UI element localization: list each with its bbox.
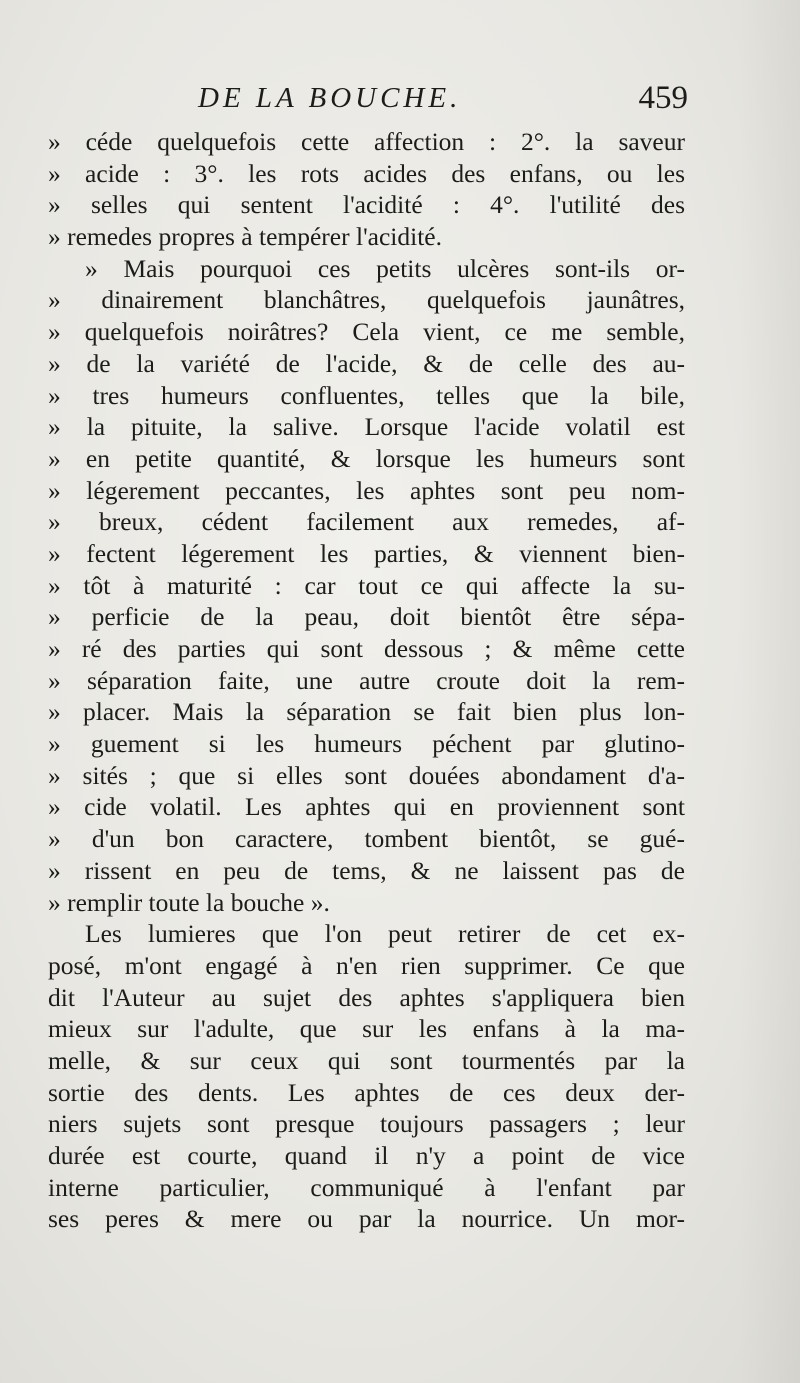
text-line: » guement si les humeurs péchent par glutino- [48, 729, 685, 759]
text-line: » rissent en peu de tems, & ne laissent pas de [48, 855, 685, 885]
text-line: » tres humeurs confluentes, telles que la bile, [48, 380, 685, 410]
text-line: » sités ; que si elles sont douées abondament d'a- [48, 760, 685, 790]
page-edge-shadow [738, 0, 800, 1383]
text-line: interne particulier, communiqué à l'enfant par [48, 1172, 685, 1202]
text-line: » placer. Mais la séparation se fait bien plus lon- [48, 697, 685, 727]
text-line: sortie des dents. Les aphtes de ces deux der- [48, 1077, 685, 1107]
text-line: » selles qui sentent l'acidité : 4°. l'utilité des [48, 190, 685, 220]
text-line: » fectent légerement les parties, & viennent bien- [48, 538, 685, 568]
text-line: » la pituite, la salive. Lorsque l'acide volatil est [48, 412, 685, 442]
text-line: » dinairement blanchâtres, quelquefois jaunâtres, [48, 285, 685, 315]
text-line: » remedes propres à tempérer l'acidité. [48, 222, 442, 252]
text-line: » de la variété de l'acide, & de celle des au- [48, 348, 685, 378]
text-line: » tôt à maturité : car tout ce qui affecte la su- [48, 570, 685, 600]
text-line: niers sujets sont presque toujours passagers ; leur [48, 1109, 685, 1139]
text-line: » en petite quantité, & lorsque les humeurs sont [48, 443, 685, 473]
text-line: melle, & sur ceux qui sont tourmentés par la [48, 1045, 685, 1075]
text-line: dit l'Auteur au sujet des aphtes s'appliquera bien [48, 982, 685, 1012]
text-line: » Mais pourquoi ces petits ulcères sont-ils or- [85, 253, 685, 283]
text-line: » remplir toute la bouche ». [48, 887, 330, 917]
text-line: » céde quelquefois cette affection : 2°. la saveur [48, 127, 685, 156]
page-number: 459 [638, 80, 688, 116]
text-line: Les lumieres que l'on peut retirer de cet ex- [85, 919, 685, 949]
text-line: » perficie de la peau, doit bientôt être sépa- [48, 602, 685, 632]
body-text [48, 126, 685, 1235]
text-line: » ré des parties qui sont dessous ; & même cette [48, 634, 685, 663]
text-line: » légerement peccantes, les aphtes sont peu nom- [48, 475, 685, 505]
text-line: mieux sur l'adulte, que sur les enfans à la ma- [48, 1014, 685, 1044]
running-head: DE LA BOUCHE. [198, 82, 462, 114]
text-line: » d'un bon caractere, tombent bientôt, se gué- [48, 824, 685, 854]
page-header [48, 82, 688, 122]
text-line: » acide : 3°. les rots acides des enfans, ou les [48, 158, 685, 188]
text-line: » séparation faite, une autre croute doit la rem- [48, 665, 685, 695]
text-line: » breux, cédent facilement aux remedes, af- [48, 507, 685, 537]
text-line: » cide volatil. Les aphtes qui en proviennent sont [48, 792, 685, 822]
text-line: durée est courte, quand il n'y a point de vice [48, 1141, 685, 1170]
text-line: » quelquefois noirâtres? Cela vient, ce me semble, [48, 317, 685, 347]
text-line: ses peres & mere ou par la nourrice. Un mor- [48, 1204, 685, 1234]
text-line: posé, m'ont engagé à n'en rien supprimer. Ce que [48, 950, 685, 980]
